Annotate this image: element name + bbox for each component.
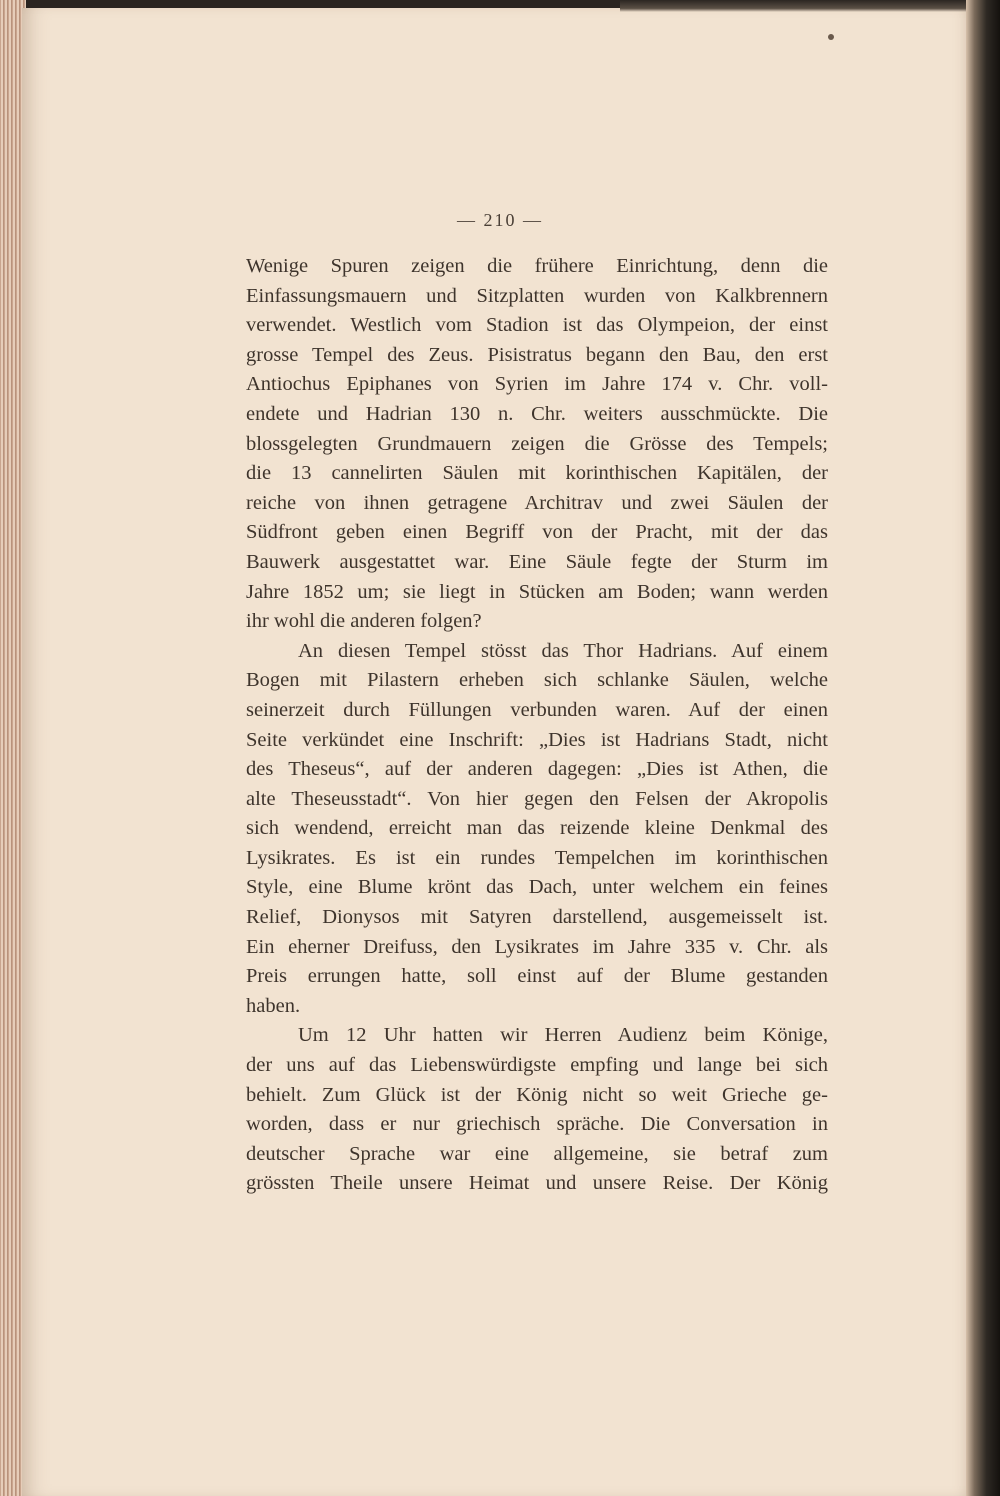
text-line: Südfront geben einen Begriff von der Pracht, mit der das [246, 521, 828, 544]
text-line: die 13 cannelirten Säulen mit korinthischen Kapitälen, der [246, 462, 828, 485]
text-line: Antiochus Epiphanes von Syrien im Jahre 174 v. Chr. voll- [246, 373, 828, 396]
text-line: alte Theseusstadt“. Von hier gegen den Felsen der Akropolis [246, 787, 828, 810]
text-line: Preis errungen hatte, soll einst auf der Blume gestanden [246, 965, 828, 988]
text-line: endete und Hadrian 130 n. Chr. weiters ausschmückte. Die [246, 402, 828, 425]
text-line: verwendet. Westlich vom Stadion ist das Olympeion, der einst [246, 314, 828, 337]
text-line: worden, dass er nur griechisch spräche. Die Conversation in [246, 1113, 828, 1136]
text-line: Bogen mit Pilastern erheben sich schlanke Säulen, welche [246, 669, 828, 692]
body-text [246, 252, 828, 1199]
text-line: Jahre 1852 um; sie liegt in Stücken am Boden; wann werden [246, 580, 828, 603]
text-line: An diesen Tempel stösst das Thor Hadrians. Auf einem [298, 639, 828, 662]
text-line: behielt. Zum Glück ist der König nicht so weit Grieche ge- [246, 1083, 828, 1106]
text-line: des Theseus“, auf der anderen dagegen: „Dies ist Athen, die [246, 758, 828, 781]
text-line: Lysikrates. Es ist ein rundes Tempelchen im korinthischen [246, 846, 828, 869]
text-line: Ein eherner Dreifuss, den Lysikrates im Jahre 335 v. Chr. als [246, 935, 828, 958]
text-line: blossgelegten Grundmauern zeigen die Grösse des Tempels; [246, 432, 828, 455]
text-line: sich wendend, erreicht man das reizende kleine Denkmal des [246, 817, 828, 840]
text-line: ihr wohl die anderen folgen? [246, 610, 482, 633]
text-line: Style, eine Blume krönt das Dach, unter welchem ein feines [246, 876, 828, 899]
text-line: Bauwerk ausgestattet war. Eine Säule fegte der Sturm im [246, 550, 828, 573]
text-line: grosse Tempel des Zeus. Pisistratus begann den Bau, den erst [246, 343, 828, 366]
text-line: haben. [246, 994, 301, 1017]
text-line: seinerzeit durch Füllungen verbunden waren. Auf der einen [246, 698, 828, 721]
page-number: — 210 — [457, 210, 543, 230]
top-shadow [620, 0, 1000, 12]
ink-spot [828, 34, 834, 40]
text-line: der uns auf das Liebenswürdigste empfing und lange bei sich [246, 1054, 828, 1077]
text-line: Relief, Dionysos mit Satyren darstellend, ausgemeisselt ist. [246, 906, 828, 929]
text-line: Einfassungsmauern und Sitzplatten wurden von Kalkbrennern [246, 284, 828, 307]
text-line: grössten Theile unsere Heimat und unsere Reise. Der König [246, 1172, 828, 1195]
text-line: Wenige Spuren zeigen die frühere Einrichtung, denn die [246, 255, 828, 277]
text-line: deutscher Sprache war eine allgemeine, sie betraf zum [246, 1142, 828, 1165]
text-line: Um 12 Uhr hatten wir Herren Audienz beim Könige, [298, 1024, 828, 1047]
text-line: reiche von ihnen getragene Architrav und zwei Säulen der [246, 491, 828, 514]
text-line: Seite verkündet eine Inschrift: „Dies ist Hadrians Stadt, nicht [246, 728, 828, 751]
